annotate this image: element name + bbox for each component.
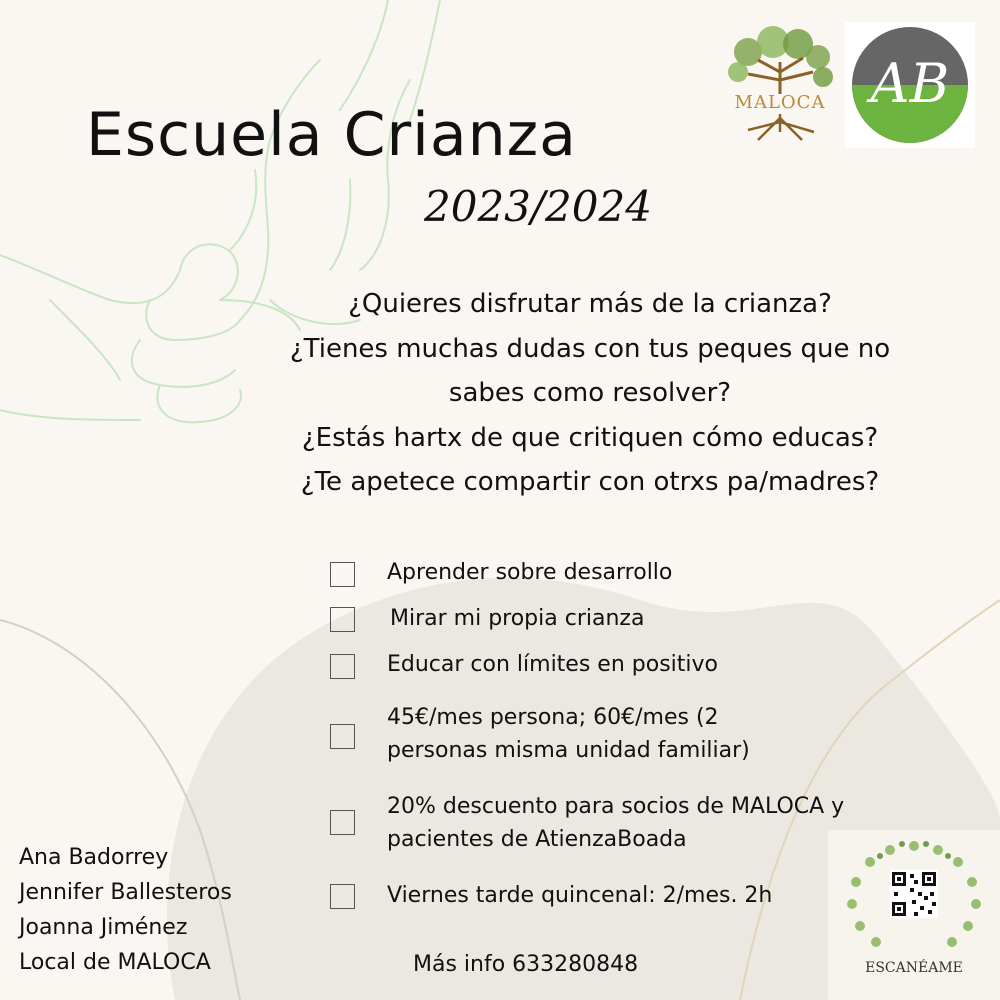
organizer-names: [19, 840, 232, 980]
checklist-item-label: 45€/mes persona; 60€/mes (2: [387, 705, 719, 730]
page-title: Escuela Crianza: [86, 100, 577, 170]
checklist-item-label: pacientes de AtienzaBoada: [387, 827, 687, 852]
more-info-phone[interactable]: Más info 633280848: [413, 952, 639, 977]
questions-block: [232, 282, 948, 505]
question-line: ¿Tienes muchas dudas con tus peques que no: [289, 333, 891, 364]
checkbox[interactable]: [330, 884, 355, 909]
school-year: 2023/2024: [424, 182, 652, 231]
checklist-item-label: Viernes tarde quincenal: 2/mes. 2h: [387, 883, 773, 908]
checklist-item-label: Aprender sobre desarrollo: [387, 560, 673, 585]
tree-icon: [728, 26, 833, 140]
ab-logo-text: AB: [870, 52, 950, 115]
checklist-item-label: Mirar mi propia crianza: [390, 606, 645, 631]
question-line: ¿Te apetece compartir con otrxs pa/madres?: [300, 467, 880, 497]
checklist-item-label: personas misma unidad familiar): [387, 738, 750, 763]
organizer-name: Ana Badorrey: [19, 845, 169, 870]
checkbox[interactable]: [330, 654, 355, 679]
ab-logo: [845, 22, 975, 148]
qr-wreath: [828, 830, 1000, 960]
qr-code-icon: [890, 870, 938, 918]
maloca-logo: [718, 22, 842, 146]
location-name: Local de MALOCA: [19, 950, 211, 975]
checklist-item-label: 20% descuento para socios de MALOCA y: [387, 794, 845, 819]
organizer-name: Jennifer Ballesteros: [19, 880, 232, 905]
checkbox[interactable]: [330, 810, 355, 835]
checklist-item-label: Educar con límites en positivo: [387, 652, 718, 677]
organizer-name: Joanna Jiménez: [19, 915, 188, 940]
checkbox[interactable]: [330, 562, 355, 587]
qr-card[interactable]: [828, 830, 1000, 1000]
maloca-logo-text: MALOCA: [734, 92, 826, 113]
checkbox[interactable]: [330, 607, 355, 632]
question-line: sabes como resolver?: [448, 378, 732, 408]
question-line: ¿Quieres disfrutar más de la crianza?: [348, 289, 832, 319]
question-line: ¿Estás hartx de que critiquen cómo educas?: [301, 422, 879, 453]
checkbox[interactable]: [330, 724, 355, 749]
qr-label: ESCANÉAME: [865, 960, 963, 976]
